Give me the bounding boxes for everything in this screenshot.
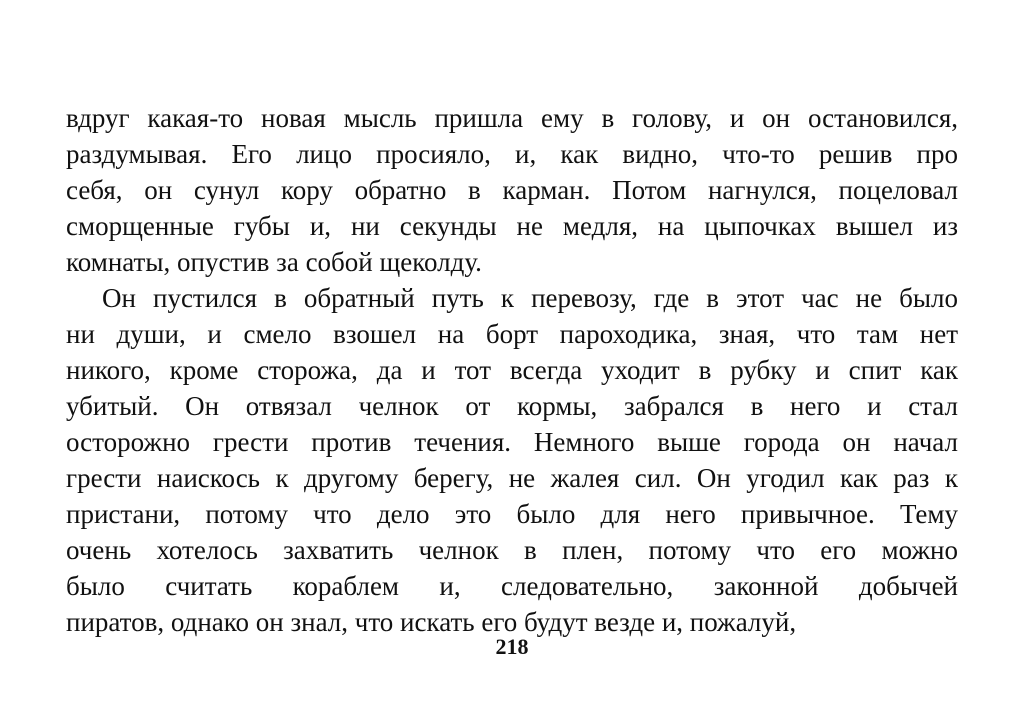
text-line: себя, он сунул кору обратно в карман. Потом нагнулся, поцеловал [66,175,958,205]
text-line: раздумывая. Его лицо просияло, и, как видно, что-то решив про [66,139,958,169]
text-line: пристани, потому что дело это было для него привычное. Тему [66,499,958,529]
text-line: убитый. Он отвязал челнок от кормы, забрался в него и стал [66,391,958,421]
text-line: никого, кроме сторожа, да и тот всегда уходит в рубку и спит как [66,355,958,385]
page-text [66,100,958,640]
text-line: пиратов, однако он знал, что искать его будут везде и, пожалуй, [66,607,797,637]
page-number: 218 [495,634,529,659]
text-line: комнаты, опустив за собой щеколду. [66,247,482,277]
text-line: Он пустился в обратный путь к перевозу, где в этот час не было [102,283,958,313]
text-line: вдруг какая-то новая мысль пришла ему в голову, и он остановился, [66,103,958,133]
text-line: грести наискось к другому берегу, не жалея сил. Он угодил как раз к [66,463,958,493]
text-line: осторожно грести против течения. Немного выше города он начал [66,427,958,457]
text-line: было считать кораблем и, следовательно, законной добычей [66,571,958,601]
text-line: ни души, и смело взошел на борт пароходика, зная, что там нет [66,319,958,349]
text-line: очень хотелось захватить челнок в плен, потому что его можно [66,535,958,565]
text-line: сморщенные губы и, ни секунды не медля, на цыпочках вышел из [66,211,958,241]
